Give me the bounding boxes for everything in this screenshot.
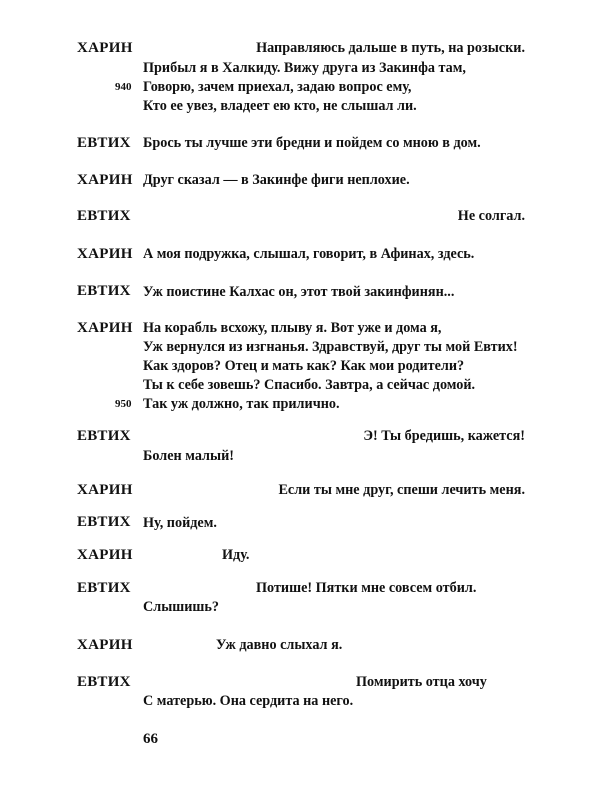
- verse-line: Э! Ты бредишь, кажется!: [363, 428, 525, 444]
- verse-line: Так уж должно, так прилично.: [143, 396, 340, 412]
- verse-line: Направляюсь дальше в путь, на розыски.: [256, 40, 525, 56]
- speaker-kharin: ХАРИН: [77, 547, 133, 563]
- verse-line: Как здоров? Отец и мать как? Как мои родители?: [143, 358, 465, 374]
- speaker-evtikh: ЕВТИХ: [77, 283, 131, 299]
- speaker-kharin: ХАРИН: [77, 637, 133, 653]
- verse-line: С матерью. Она сердита на него.: [143, 693, 354, 709]
- verse-line: Помирить отца хочу: [356, 674, 487, 690]
- speaker-kharin: ХАРИН: [77, 320, 133, 336]
- speaker-evtikh: ЕВТИХ: [77, 514, 131, 530]
- page-number: 66: [143, 731, 158, 747]
- speaker-kharin: ХАРИН: [77, 246, 133, 262]
- verse-line: Брось ты лучше эти бредни и пойдем со мною в дом.: [143, 135, 481, 151]
- line-number: 950: [115, 398, 132, 410]
- speaker-evtikh: ЕВТИХ: [77, 428, 131, 444]
- speaker-kharin: ХАРИН: [77, 40, 133, 56]
- verse-line: Слышишь?: [143, 599, 220, 615]
- speaker-evtikh: ЕВТИХ: [77, 208, 131, 224]
- verse-line: Болен малый!: [143, 448, 234, 464]
- speaker-kharin: ХАРИН: [77, 172, 133, 188]
- verse-line: Ну, пойдем.: [143, 515, 217, 531]
- verse-line: Уж вернулся из изгнанья. Здравствуй, друг ты мой Евтих!: [143, 339, 518, 355]
- verse-line: Ты к себе зовешь? Спасибо. Завтра, а сейчас домой.: [143, 377, 476, 393]
- verse-line: А моя подружка, слышал, говорит, в Афинах, здесь.: [143, 246, 475, 262]
- line-number: 940: [115, 81, 132, 93]
- verse-line: Друг сказал — в Закинфе фиги неплохие.: [143, 172, 410, 188]
- speaker-kharin: ХАРИН: [77, 482, 133, 498]
- verse-line: Если ты мне друг, спеши лечить меня.: [278, 482, 525, 498]
- speaker-evtikh: ЕВТИХ: [77, 580, 131, 596]
- verse-line: Кто ее увез, владеет ею кто, не слышал ли.: [143, 98, 417, 114]
- verse-line: Прибыл я в Халкиду. Вижу друга из Закинфа там,: [143, 60, 466, 76]
- speaker-evtikh: ЕВТИХ: [77, 135, 131, 151]
- verse-line: На корабль всхожу, плыву я. Вот уже и дома я,: [143, 320, 442, 336]
- verse-line: Говорю, зачем приехал, задаю вопрос ему,: [143, 79, 412, 95]
- verse-line: Иду.: [222, 547, 250, 563]
- speaker-evtikh: ЕВТИХ: [77, 674, 131, 690]
- verse-line: Потише! Пятки мне совсем отбил.: [256, 580, 477, 596]
- verse-line: Уж давно слыхал я.: [216, 637, 343, 653]
- verse-line: Не солгал.: [457, 208, 525, 224]
- verse-line: Уж поистине Калхас он, этот твой закинфинян...: [143, 284, 455, 300]
